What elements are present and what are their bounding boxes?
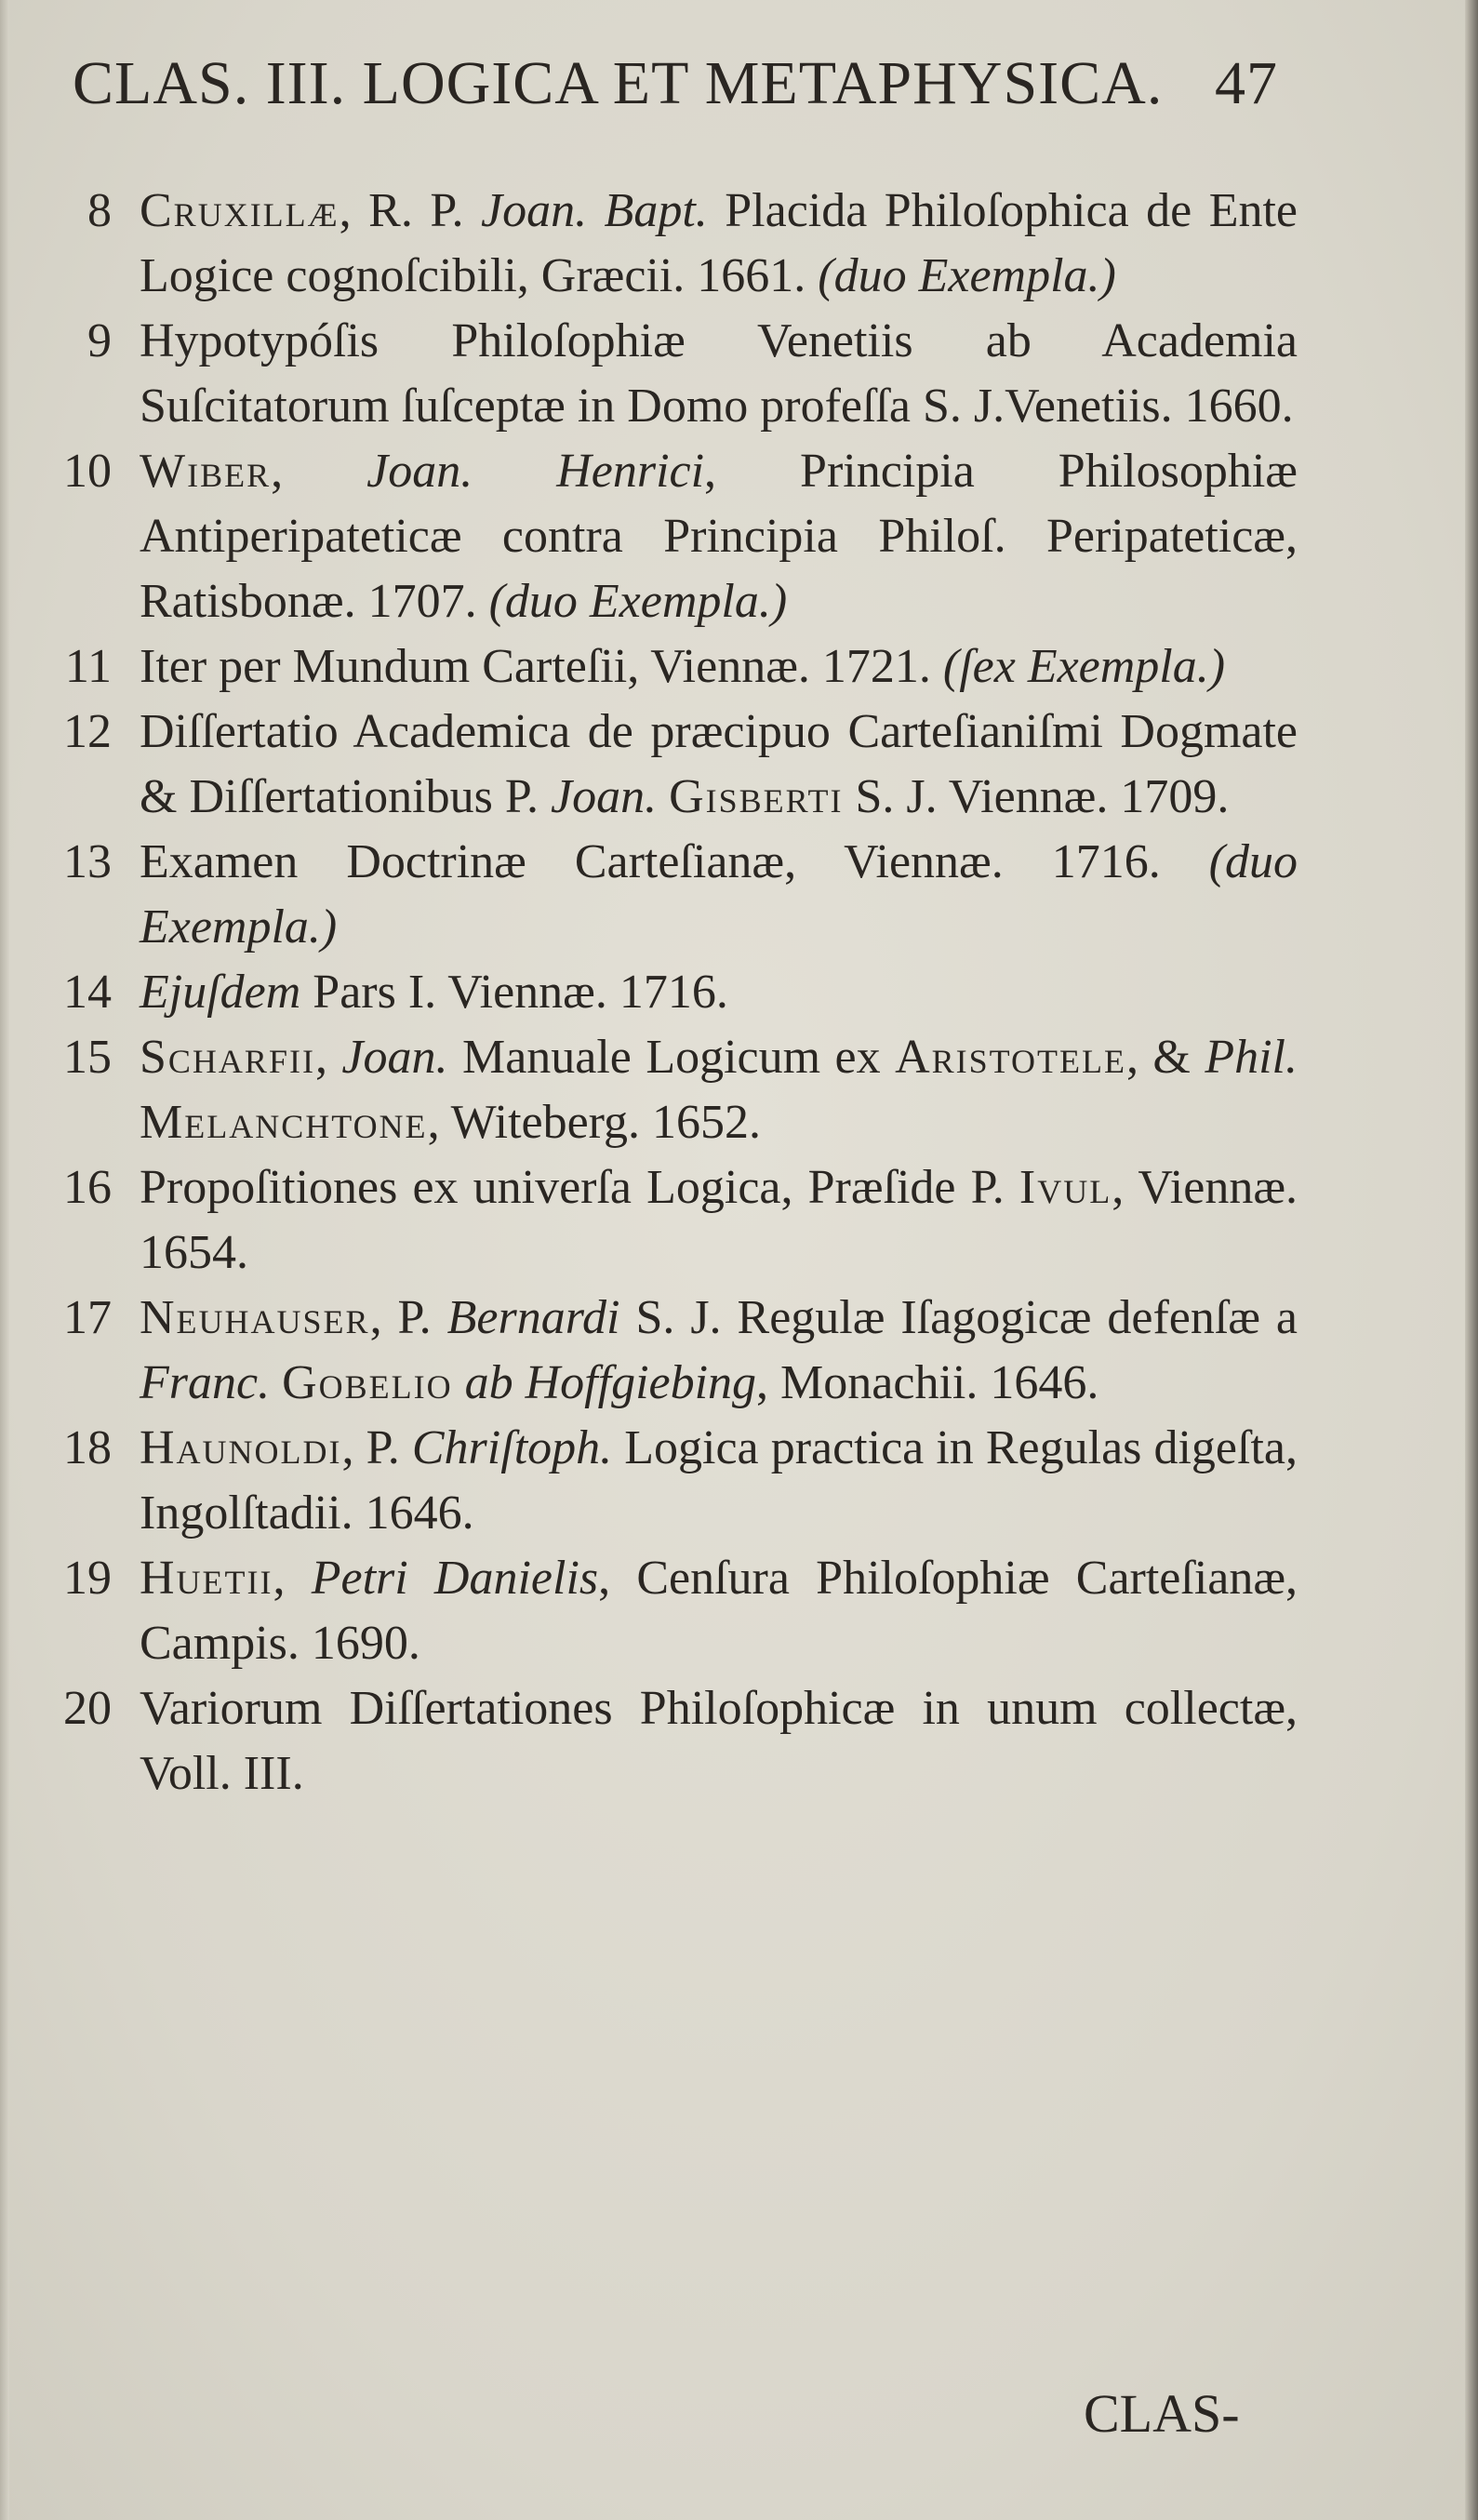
entry-text-part: , P. bbox=[341, 1421, 412, 1474]
author-name: Melanchtone bbox=[140, 1096, 428, 1149]
entry-number: 8 bbox=[87, 184, 112, 237]
italic-text: Joan. Bapt. bbox=[480, 184, 708, 237]
entry-number: 12 bbox=[63, 705, 112, 758]
italic-text: Petri Danielis bbox=[311, 1552, 599, 1605]
entry-text bbox=[140, 439, 1298, 634]
entry-text-part: , Principia Philosophiæ Antiperipateticæ contra Principia Philoſ. Peripateticæ, Ratisbonæ. 1707. bbox=[140, 445, 1298, 628]
italic-text: Bernardi bbox=[446, 1291, 620, 1344]
entry-number: 10 bbox=[63, 445, 112, 498]
entry-text-part: S. J. Regulæ Iſagogicæ defenſæ a bbox=[619, 1291, 1298, 1344]
catalogue-entry bbox=[0, 700, 1478, 830]
entry-text-part: S. J. Viennæ. 1709. bbox=[843, 770, 1230, 823]
entry-text-part: , Monachii. 1646. bbox=[756, 1356, 1099, 1409]
entry-text-part: , P. bbox=[369, 1291, 447, 1344]
catalogue-entries bbox=[0, 179, 1478, 1807]
entry-text bbox=[140, 830, 1298, 960]
entry-text-part: , Viennæ. 1654. bbox=[140, 1161, 1298, 1279]
entry-text bbox=[140, 1286, 1298, 1416]
italic-text: ab Hoffgiebing bbox=[464, 1356, 757, 1409]
italic-text: Franc. bbox=[140, 1356, 271, 1409]
entry-text-part: , R. P. bbox=[339, 184, 481, 237]
entry-text-part bbox=[270, 1356, 282, 1409]
author-name: Gisberti bbox=[669, 770, 844, 823]
catalogue-entry bbox=[0, 1025, 1478, 1155]
author-name: Aristotele bbox=[895, 1031, 1126, 1084]
entry-number: 16 bbox=[63, 1161, 112, 1214]
catalogue-entry bbox=[0, 179, 1478, 309]
entry-text bbox=[140, 179, 1298, 309]
entry-text-part bbox=[453, 1356, 465, 1409]
entry-text bbox=[140, 1546, 1298, 1676]
catchword: CLAS- bbox=[1084, 2383, 1240, 2444]
italic-text: (duo Exempla.) bbox=[488, 575, 788, 628]
entry-number: 18 bbox=[63, 1421, 112, 1474]
entry-text-part: Pars I. Viennæ. 1716. bbox=[300, 966, 728, 1019]
author-name: Scharfii bbox=[140, 1031, 315, 1084]
italic-text: Joan. bbox=[341, 1031, 448, 1084]
entry-text-part: , bbox=[271, 445, 367, 498]
catalogue-entry bbox=[0, 1286, 1478, 1416]
catalogue-entry bbox=[0, 1416, 1478, 1546]
catalogue-entry bbox=[0, 309, 1478, 439]
entry-number: 13 bbox=[63, 835, 112, 888]
author-name: Huetii bbox=[140, 1552, 273, 1605]
entry-text bbox=[140, 1676, 1298, 1807]
italic-text: Phil. bbox=[1205, 1031, 1298, 1084]
entry-number: 11 bbox=[64, 640, 112, 693]
italic-text: (duo Exempla.) bbox=[818, 249, 1116, 302]
entry-text-part: Placida Philoſophica de Ente Logice cognoſcibili, Græcii. 1661. bbox=[140, 184, 1298, 302]
entry-text-part: , & bbox=[1125, 1031, 1205, 1084]
entry-text-part: Iter per Mundum Carteſii, Viennæ. 1721. bbox=[140, 640, 943, 693]
catalogue-entry bbox=[0, 960, 1478, 1025]
entry-text-part: , bbox=[314, 1031, 342, 1084]
catalogue-entry bbox=[0, 1676, 1478, 1807]
entry-text bbox=[140, 1155, 1298, 1286]
italic-text: Joan. bbox=[551, 770, 658, 823]
entry-text-part: Diſſertatio Academica de præcipuo Carteſianiſmi Dogmate & Diſſertationibus P. bbox=[140, 705, 1298, 823]
italic-text: (duo Exempla.) bbox=[140, 835, 1298, 953]
entry-text bbox=[140, 1416, 1298, 1546]
entry-text-part: Propoſitiones ex univerſa Logica, Præſide P. bbox=[140, 1161, 1019, 1214]
entry-number: 17 bbox=[63, 1291, 112, 1344]
author-name: Neuhauser bbox=[140, 1291, 370, 1344]
entry-text-part bbox=[657, 770, 669, 823]
italic-text: (ſex Exempla.) bbox=[942, 640, 1226, 693]
entry-text-part: Variorum Diſſertationes Philoſophicæ in unum collectæ, Voll. III. bbox=[140, 1682, 1298, 1800]
italic-text: Chriſtoph. bbox=[411, 1421, 613, 1474]
entry-number: 15 bbox=[63, 1031, 112, 1084]
entry-text-part: , Cenſura Philoſophiæ Carteſianæ, Campis. 1690. bbox=[140, 1552, 1298, 1670]
entry-text-part: Logica practica in Regulas digeſta, Ingolſtadii. 1646. bbox=[140, 1421, 1298, 1540]
entry-number: 14 bbox=[63, 966, 112, 1019]
entry-text-part: Hypotypóſis Philoſophiæ Venetiis ab Academia Suſcitatorum ſuſceptæ in Domo profeſſa S. J.Venetiis. 1660. bbox=[140, 314, 1298, 433]
page-number: 47 bbox=[1215, 49, 1278, 117]
catalogue-entry bbox=[0, 439, 1478, 634]
running-header bbox=[73, 47, 1319, 121]
catalogue-entry bbox=[0, 634, 1478, 700]
entry-text bbox=[140, 700, 1298, 830]
entry-text bbox=[140, 309, 1298, 439]
entry-text-part: , Witeberg. 1652. bbox=[427, 1096, 762, 1149]
entry-text-part: Manuale Logicum ex bbox=[447, 1031, 896, 1084]
catalogue-entry bbox=[0, 1546, 1478, 1676]
entry-text-part: Examen Doctrinæ Carteſianæ, Viennæ. 1716. bbox=[140, 835, 1209, 888]
entry-text bbox=[140, 1025, 1298, 1155]
entry-text-part: , bbox=[273, 1552, 312, 1605]
author-name: Haunoldi bbox=[140, 1421, 342, 1474]
entry-number: 19 bbox=[63, 1552, 112, 1605]
author-name: Ivul bbox=[1019, 1161, 1112, 1214]
entry-text bbox=[140, 960, 1298, 1025]
author-name: Cruxillæ bbox=[140, 184, 340, 237]
author-name: Wiber bbox=[140, 445, 272, 498]
entry-number: 9 bbox=[87, 314, 112, 367]
entry-number: 20 bbox=[63, 1682, 112, 1735]
italic-text: Joan. Henrici bbox=[366, 445, 705, 498]
italic-text: Ejuſdem bbox=[140, 966, 301, 1019]
header-title: CLAS. III. LOGICA ET METAPHYSICA. bbox=[73, 49, 1164, 117]
entry-text bbox=[140, 634, 1298, 700]
catalogue-entry bbox=[0, 830, 1478, 960]
catalogue-entry bbox=[0, 1155, 1478, 1286]
author-name: Gobelio bbox=[282, 1356, 453, 1409]
